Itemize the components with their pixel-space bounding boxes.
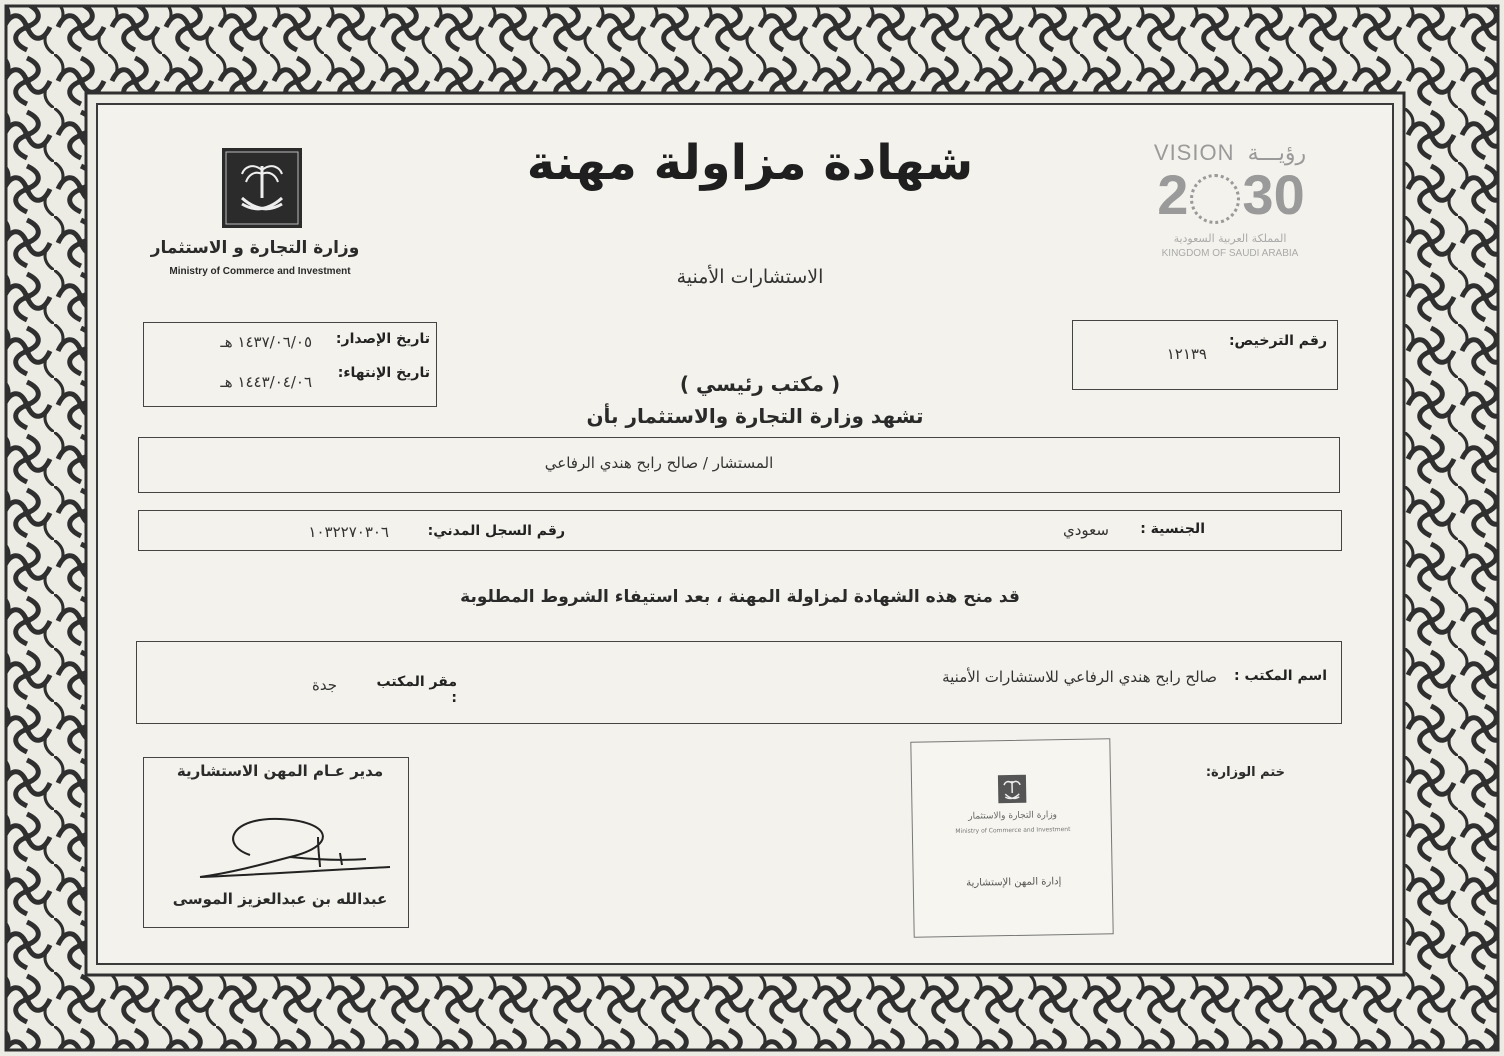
director-name: عبدالله بن عبدالعزيز الموسى [172, 890, 388, 908]
vision-emblem-icon [1190, 174, 1240, 224]
dates-box [143, 322, 437, 407]
office-location-value: جدة [311, 676, 337, 694]
vision-word-ar: رؤيـــة [1247, 140, 1307, 165]
issue-date-value: ١٤٣٧/٠٦/٠٥ هـ [220, 333, 312, 351]
ministry-name-ar: وزارة التجارة و الاستثمار [150, 238, 360, 258]
ministry-stamp-label: ختم الوزارة: [1205, 765, 1285, 780]
holder-name-box [138, 437, 1340, 493]
holder-name: المستشار / صالح رابح هندي الرفاعي [544, 454, 774, 472]
ministry-name-en: Ministry of Commerce and Investment [169, 266, 351, 277]
vision-year-right: 30 [1242, 163, 1305, 226]
nationality-value: سعودي [1063, 521, 1109, 539]
license-number-label: رقم الترخيص: [1228, 333, 1327, 349]
license-box [1072, 320, 1338, 390]
vision-word: VISION [1153, 140, 1235, 165]
stamp-ministry-ar: وزارة التجارة والاستثمار [968, 810, 1058, 822]
ministry-stamp [910, 738, 1113, 937]
palm-swords-emblem-icon [222, 148, 302, 228]
expiry-date-value: ١٤٤٣/٠٤/٠٦ هـ [220, 373, 312, 391]
stamp-department: إدارة المهن الإستشارية [966, 876, 1062, 889]
certificate-subtitle: الاستشارات الأمنية [676, 266, 824, 288]
expiry-date-label: تاريخ الإنتهاء: [337, 365, 430, 381]
license-number-value: ١٢١٣٩ [1166, 345, 1207, 363]
office-type: ( مكتب رئيسي ) [679, 372, 841, 396]
vision-2030-logo [1130, 140, 1330, 265]
director-title: مدير عـام المهن الاستشارية [176, 762, 384, 780]
ministry-logo [222, 148, 302, 228]
signature-image [190, 805, 410, 885]
holder-details-box [138, 510, 1342, 551]
civil-id-label: رقم السجل المدني: [427, 523, 565, 539]
office-location-label: مقر المكتب : [376, 674, 457, 706]
vision-country-ar: المملكة العربية السعودية [1173, 232, 1287, 245]
office-name-label: اسم المكتب : [1233, 668, 1327, 684]
certificate-title: شهادة مزاولة مهنة [526, 135, 974, 191]
office-name-value: صالح رابح هندي الرفاعي للاستشارات الأمنية [942, 668, 1217, 686]
nationality-label: الجنسية : [1140, 521, 1205, 537]
stamp-emblem-icon [998, 775, 1026, 803]
office-box [136, 641, 1342, 724]
vision-year-left: 2 [1157, 163, 1189, 226]
vision-country-en: KINGDOM OF SAUDI ARABIA [1161, 248, 1299, 259]
civil-id-value: ١٠٣٢٢٧٠٣٠٦ [308, 523, 389, 541]
granted-statement: قد منح هذه الشهادة لمزاولة المهنة ، بعد استيفاء الشروط المطلوبة [460, 587, 1020, 607]
stamp-ministry-en: Ministry of Commerce and Investment [955, 825, 1071, 835]
issue-date-label: تاريخ الإصدار: [335, 331, 430, 347]
witness-statement: تشهد وزارة التجارة والاستثمار بأن [586, 404, 924, 428]
